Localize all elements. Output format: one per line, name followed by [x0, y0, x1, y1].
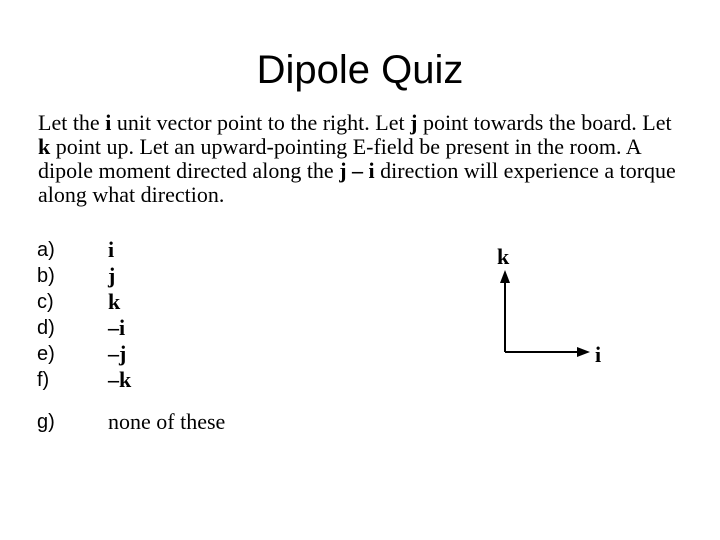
vector-j-minus-i: j – i	[339, 158, 375, 183]
vector-i: i	[105, 110, 112, 135]
option-a-text: i	[108, 237, 115, 262]
option-e-text: –j	[108, 341, 127, 366]
question-part-3: point towards the board. Let	[422, 110, 672, 135]
option-f-letter: f)	[37, 369, 50, 391]
right-arrowhead-icon	[577, 347, 590, 357]
option-f-text: –k	[108, 367, 132, 392]
option-b-letter: b)	[37, 265, 55, 287]
option-a-letter: a)	[37, 239, 55, 261]
vector-j: j	[410, 110, 418, 135]
question-part-2: unit vector point to the right. Let	[116, 110, 411, 135]
option-e-letter: e)	[37, 343, 55, 365]
question-part-4: point up. Let an upward-pointing E-field be present in the room. A dipole moment directed along the	[38, 134, 641, 183]
slide-title: Dipole Quiz	[256, 48, 464, 92]
option-g-letter: g)	[37, 411, 55, 433]
vector-k: k	[38, 134, 51, 159]
option-c-letter: c)	[37, 291, 54, 313]
option-g-text: none of these	[108, 409, 226, 434]
option-c-text: k	[108, 289, 121, 314]
question-part-1: Let the	[38, 110, 106, 135]
up-arrowhead-icon	[500, 270, 510, 283]
question-part-5: direction will experience a torque along what direction.	[38, 158, 676, 207]
axis-label-i: i	[595, 342, 602, 367]
option-b-text: j	[108, 263, 116, 288]
axis-label-k: k	[497, 244, 510, 269]
option-d-letter: d)	[37, 317, 55, 339]
option-d-text: –i	[108, 315, 126, 340]
